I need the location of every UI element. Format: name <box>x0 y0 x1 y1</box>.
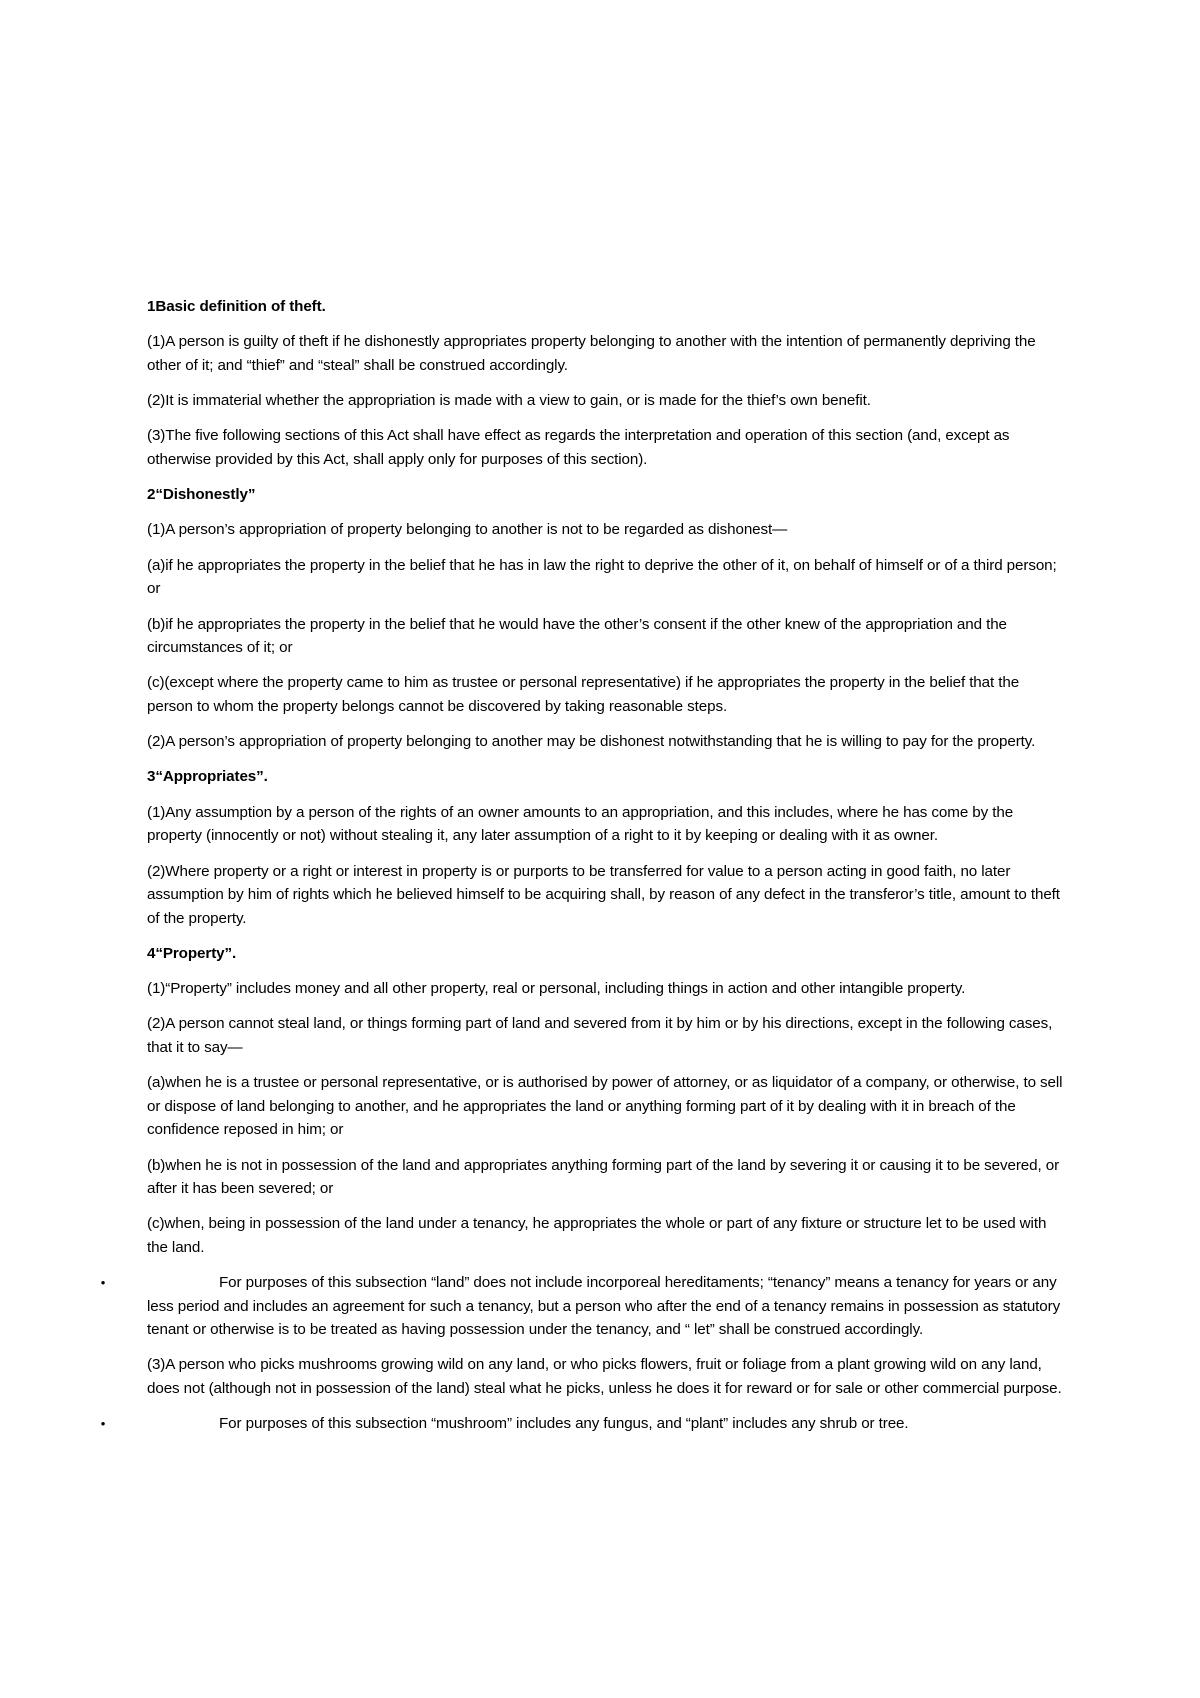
paragraph: (2)It is immaterial whether the appropriation is made with a view to gain, or is made for the thief’s own benefit. <box>147 392 871 410</box>
paragraph: (3)The five following sections of this Act shall have effect as regards the interpretation and operation of this section (and, except as otherwise provided by this Act, shall apply only for purposes of this section). <box>147 427 1010 468</box>
paragraph: (2)Where property or a right or interest in property is or purports to be transferred for value to a person acting in good faith, no later assumption by him of rights which he believed himself to be acquiring shall, by reason of any defect in the transferor’s title, amount to theft of the property. <box>147 862 1060 927</box>
section-4-heading: 4“Property”. <box>147 944 237 962</box>
section-1-heading: 1Basic definition of theft. <box>147 298 326 315</box>
section-3-heading: 3“Appropriates”. <box>147 768 268 786</box>
paragraph: (1)A person’s appropriation of property belonging to another is not to be regarded as dishonest— <box>147 521 788 539</box>
paragraph: (b)if he appropriates the property in the belief that he would have the other’s consent if the other knew of the appropriation and the circumstances of it; or <box>147 615 1007 657</box>
bullet-text: For purposes of this subsection “land” does not include incorporeal hereditaments; “tenancy” means a tenancy for years or any less period and includes an agreement for such a tenancy, but a person who after the end of a tenancy remains in possession as statutory tenant or otherwise is to be treated as having possession under the tenancy, and “ let” shall be construed accordingly. <box>147 1274 1061 1339</box>
bullet-item <box>100 1412 1067 1436</box>
document-body <box>100 295 1067 1448</box>
bullet-text: For purposes of this subsection “mushroom” includes any fungus, and “plant” includes any shrub or tree. <box>219 1415 909 1433</box>
paragraph: (c)(except where the property came to him as trustee or personal representative) if he appropriates the property in the belief that the person to whom the property belongs cannot be discovered by taking reasonable steps. <box>147 674 1020 715</box>
bullet-item <box>100 1271 1067 1342</box>
paragraph: (3)A person who picks mushrooms growing wild on any land, or who picks flowers, fruit or foliage from a plant growing wild on any land, does not (although not in possession of the land) steal what he picks, unless he does it for reward or for sale or other commercial purpose. <box>147 1356 1062 1397</box>
bullet-icon: • <box>100 1275 106 1291</box>
paragraph: (1)“Property” includes money and all other property, real or personal, including things in action and other intangible property. <box>147 980 966 998</box>
paragraph: (1)Any assumption by a person of the rights of an owner amounts to an appropriation, and this includes, where he has come by the property (innocently or not) without stealing it, any later assumption of a right to it by keeping or dealing with it as owner. <box>147 803 1014 845</box>
paragraph: (a)when he is a trustee or personal representative, or is authorised by power of attorney, or as liquidator of a company, or otherwise, to sell or dispose of land belonging to another, and he appropriates the land or anything forming part of it by dealing with it in breach of the confidence reposed in him; or <box>147 1074 1063 1139</box>
paragraph: (1)A person is guilty of theft if he dishonestly appropriates property belonging to another with the intention of permanently depriving the other of it; and “thief” and “steal” shall be construed accordingly. <box>147 333 1036 374</box>
paragraph: (2)A person’s appropriation of property belonging to another may be dishonest notwithstanding that he is willing to pay for the property. <box>147 733 1036 751</box>
paragraph: (a)if he appropriates the property in the belief that he has in law the right to deprive the other of it, on behalf of himself or of a third person; or <box>147 556 1057 598</box>
section-2-heading: 2“Dishonestly” <box>147 486 256 504</box>
paragraph: (c)when, being in possession of the land under a tenancy, he appropriates the whole or part of any fixture or structure let to be used with the land. <box>147 1215 1047 1256</box>
bullet-icon: • <box>100 1416 106 1432</box>
paragraph: (2)A person cannot steal land, or things forming part of land and severed from it by him or by his directions, except in the following cases, that it to say— <box>147 1015 1053 1056</box>
paragraph: (b)when he is not in possession of the land and appropriates anything forming part of the land by severing it or causing it to be severed, or after it has been severed; or <box>147 1156 1060 1198</box>
